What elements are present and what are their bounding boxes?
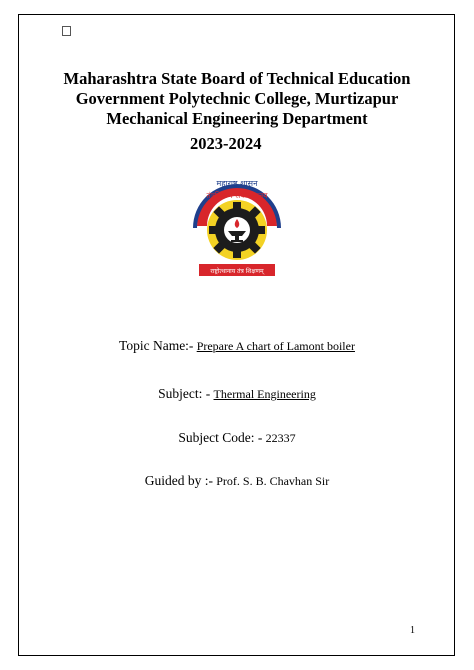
- institute-logo: [187, 164, 287, 284]
- subject-label: Subject: -: [158, 386, 211, 401]
- checkbox-icon: [62, 26, 71, 36]
- subject-code-value: 22337: [265, 431, 296, 445]
- logo-motto-text: राष्ट्रोत्थानाय तंत्र शिक्षणम्: [210, 268, 264, 275]
- topic-label: Topic Name:-: [119, 338, 194, 353]
- board-name: Maharashtra State Board of Technical Education: [63, 69, 411, 88]
- guide-line: [0, 472, 474, 490]
- academic-year: 2023-2024: [190, 134, 262, 153]
- subject-code-line: [0, 429, 474, 447]
- department-name: Mechanical Engineering Department: [106, 109, 368, 128]
- logo-top-text: महाराष्ट्र शासन: [216, 179, 258, 188]
- logo-middle-text: तंत्रशिक्षण संचालनालय: [206, 191, 268, 200]
- topic-line: [0, 337, 474, 355]
- college-name: Government Polytechnic College, Murtizapur: [75, 89, 399, 108]
- subject-code-label: Subject Code: -: [178, 430, 263, 445]
- page-number: 1: [410, 625, 415, 636]
- topic-value: Prepare A chart of Lamont boiler: [196, 339, 355, 353]
- subject-line: [0, 385, 474, 403]
- subject-value: Thermal Engineering: [213, 387, 316, 401]
- guide-label: Guided by :-: [144, 473, 213, 488]
- guide-value: Prof. S. B. Chavhan Sir: [216, 474, 330, 488]
